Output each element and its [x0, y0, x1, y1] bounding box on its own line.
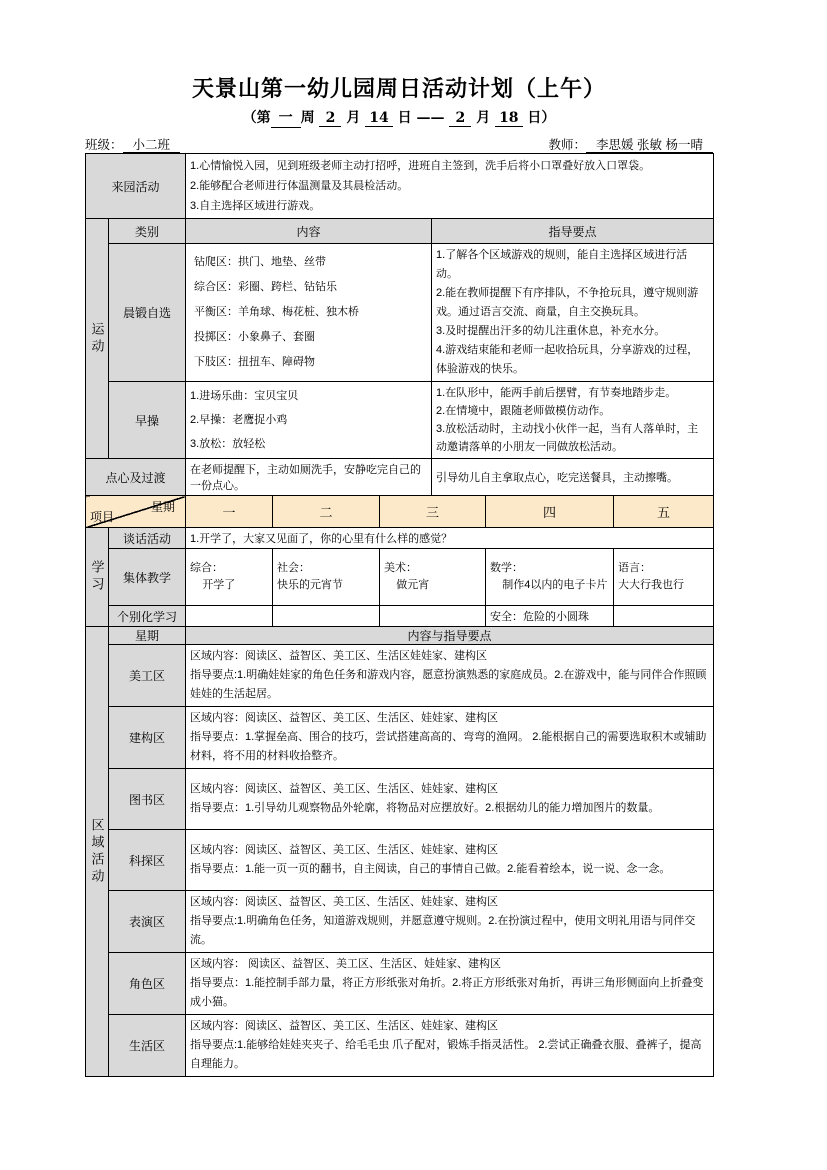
regional-section-label: 区域活动 — [86, 627, 109, 1077]
group-teaching-thu — [486, 549, 614, 606]
subtitle-part: （第 — [242, 110, 271, 126]
region-name-performance: 表演区 — [109, 891, 186, 953]
morning-exercise-free-label: 晨锻自选 — [109, 244, 186, 382]
zone-line: 下肢区：扭扭车、障碍物 — [194, 356, 316, 368]
region-name-construction: 建构区 — [109, 707, 186, 769]
class-value: 小二班 — [123, 138, 181, 153]
day-header-mon: 一 — [186, 496, 273, 528]
gym-line: 3.放松：放轻松 — [190, 438, 266, 450]
end-day-blank: 18 — [495, 110, 522, 127]
group-teaching-label: 集体教学 — [109, 549, 186, 606]
region-content-line: 区域内容：阅读区、益智区、美工区、生活区、娃娃家、建构区 — [190, 712, 498, 724]
region-guide-line: 指导要点:1.明确娃娃家的角色任务和游戏内容，愿意扮演熟悉的家庭成员。2.在游戏中，能与同伴合作照顾娃娃的生活起居。 — [190, 669, 707, 700]
guide-line: 4.游戏结束能和老师一起收拾玩具，分享游戏的过程，体验游戏的快乐。 — [436, 344, 699, 375]
regional-head-week: 星期 — [109, 627, 186, 645]
morning-activities-table — [85, 153, 714, 496]
zone-line: 综合区：彩圈、跨栏、钻钻乐 — [194, 281, 338, 293]
guide-line: 2.在情境中，跟随老师做模仿动作。 — [436, 405, 611, 417]
group-teaching-mon — [186, 549, 273, 606]
regional-head-content: 内容与指导要点 — [186, 627, 714, 645]
sport-section-label: 运动 — [86, 219, 109, 459]
sport-head-category: 类别 — [109, 219, 186, 244]
teacher-label: 教师： — [548, 138, 587, 152]
individual-wed — [380, 606, 486, 627]
talk-activity-content: 1.开学了，大家又见面了，你的心里有什么样的感觉？ — [186, 528, 714, 549]
guide-line: 3.及时提醒出汗多的幼儿注重休息，补充水分。 — [436, 325, 666, 337]
region-guide-line: 指导要点：1.能控制手部力量，将正方形纸张对角折。2.将正方形纸张对角折，再讲三角形侧面向上折叠变成小猫。 — [190, 977, 704, 1008]
subject-label: 美术： — [384, 562, 417, 574]
region-content-line: 区域内容：阅读区、益智区、美工区、生活区娃娃家、建构区 — [190, 650, 487, 662]
region-guide-line: 指导要点:1.明确角色任务，知道游戏规则，并愿意遵守规则。2.在扮演过程中，使用文明礼用语与同伴交流。 — [190, 915, 696, 946]
sport-head-content: 内容 — [186, 219, 432, 244]
date-dash: —— — [416, 110, 445, 126]
document-page — [85, 0, 713, 1077]
subject-topic: 开学了 — [190, 579, 236, 591]
subtitle-part: 日 — [397, 110, 412, 126]
region-name-life: 生活区 — [109, 1015, 186, 1077]
region-guide-line: 指导要点:1.能够给娃娃夹夹子、给毛毛虫 爪子配对，锻炼手指灵活性。 2.尝试正确叠衣服、叠裤子，提高自理能力。 — [190, 1039, 702, 1070]
zone-line: 投掷区：小象鼻子、套圈 — [194, 331, 316, 343]
group-teaching-fri — [614, 549, 714, 606]
snack-guide-cell: 引导幼儿自主拿取点心，吃完送餐具，主动擦嘴。 — [432, 459, 714, 496]
region-name-role: 角色区 — [109, 953, 186, 1015]
gym-line: 1.进场乐曲：宝贝宝贝 — [190, 390, 299, 402]
regional-activities-table — [85, 626, 714, 1077]
region-content-line: 区域内容：阅读区、益智区、美工区、生活区、娃娃家、建构区 — [190, 896, 498, 908]
region-name-science: 科探区 — [109, 830, 186, 891]
day-header-fri: 五 — [614, 496, 714, 528]
region-name-book: 图书区 — [109, 769, 186, 830]
individual-mon — [186, 606, 273, 627]
class-field — [85, 135, 180, 153]
day-header-thu: 四 — [486, 496, 614, 528]
region-detail-life — [186, 1015, 714, 1077]
region-content-line: 区域内容：阅读区、益智区、美工区、生活区、娃娃家、建构区 — [190, 1020, 498, 1032]
individual-learning-label: 个别化学习 — [109, 606, 186, 627]
learning-section-label: 学习 — [86, 528, 109, 627]
group-teaching-tue — [273, 549, 380, 606]
subtitle-part: 日） — [527, 110, 556, 126]
subject-topic: 快乐的元宵节 — [277, 579, 343, 591]
region-detail-construction — [186, 707, 714, 769]
class-teacher-line — [85, 135, 713, 153]
subtitle-week-range — [85, 107, 713, 128]
guide-line: 3.放松活动时，主动找小伙伴一起，当有人落单时，主动邀请落单的小朋友一同做放松活动。 — [436, 423, 699, 453]
subject-label: 社会： — [277, 562, 310, 574]
subject-label: 语言： — [618, 562, 651, 574]
region-guide-line: 指导要点：1.引导幼儿观察物品外轮廓，将物品对应摆放好。2.根据幼儿的能力增加图片的数量。 — [190, 802, 660, 814]
week-project-corner-cell — [86, 496, 186, 528]
region-content-line: 区域内容：阅读区、益智区、美工区、生活区、娃娃家、建构区 — [190, 783, 498, 795]
gym-line: 2.早操：老鹰捉小鸡 — [190, 414, 288, 426]
start-day-blank: 14 — [365, 110, 392, 127]
teacher-field — [549, 135, 713, 153]
corner-project-label: 项目 — [90, 510, 115, 524]
region-detail-performance — [186, 891, 714, 953]
individual-tue — [273, 606, 380, 627]
region-detail-book — [186, 769, 714, 830]
arrival-line: 3.自主选择区域进行游戏。 — [190, 200, 321, 212]
subject-label: 数学： — [490, 562, 523, 574]
morning-gym-content — [186, 382, 432, 459]
subtitle-part: 周 — [300, 110, 315, 126]
subject-topic: 大大行我也行 — [618, 579, 684, 591]
zone-line: 钻爬区：拱门、地垫、丝带 — [194, 256, 327, 268]
group-teaching-wed — [380, 549, 486, 606]
start-month-blank: 2 — [319, 110, 341, 127]
guide-line: 1.了解各个区域游戏的规则，能自主选择区域进行活动。 — [436, 249, 688, 280]
arrival-label-cell: 来园活动 — [86, 154, 186, 219]
talk-activity-label: 谈话活动 — [109, 528, 186, 549]
arrival-content-cell — [186, 154, 714, 219]
end-month-blank: 2 — [449, 110, 471, 127]
snack-label-cell: 点心及过渡 — [86, 459, 186, 496]
class-label: 班级： — [85, 138, 123, 152]
guide-line: 1.在队形中，能两手前后摆臂，有节奏地踏步走。 — [436, 387, 677, 399]
region-content-line: 区域内容： 阅读区、益智区、美工区、生活区、娃娃家、建构区 — [190, 958, 502, 970]
region-detail-art — [186, 645, 714, 707]
week-number-blank: 一 — [271, 107, 301, 128]
page-title: 天景山第一幼儿园周日活动计划（上午） — [191, 76, 606, 102]
arrival-line: 1.心情愉悦入园，见到班级老师主动打招呼，进班自主签到，洗手后将小口罩叠好放入口罩袋。 — [190, 160, 651, 172]
subject-topic: 做元宵 — [384, 579, 430, 591]
morning-gym-label: 早操 — [109, 382, 186, 459]
region-detail-role — [186, 953, 714, 1015]
day-header-tue: 二 — [273, 496, 380, 528]
zone-line: 平衡区：羊角球、梅花桩、独木桥 — [194, 306, 360, 318]
morning-exercise-free-content — [186, 244, 432, 382]
day-header-wed: 三 — [380, 496, 486, 528]
individual-thu: 安全：危险的小圆珠 — [486, 606, 614, 627]
subtitle-part: 月 — [476, 110, 491, 126]
region-detail-science — [186, 830, 714, 891]
subject-label: 综合： — [190, 562, 223, 574]
morning-gym-guide — [432, 382, 714, 459]
region-name-art: 美工区 — [109, 645, 186, 707]
learning-table — [85, 495, 714, 627]
snack-content-cell: 在老师提醒下，主动如厕洗手，安静吃完自己的一份点心。 — [186, 459, 432, 496]
arrival-line: 2.能够配合老师进行体温测量及其晨检活动。 — [190, 180, 409, 192]
sport-head-guide: 指导要点 — [432, 219, 714, 244]
subject-topic: 制作4以内的电子卡片 — [490, 579, 608, 591]
teacher-value: 李思媛 张敏 杨一晴 — [586, 138, 713, 153]
region-guide-line: 指导要点：1.能一页一页的翻书，自主阅读，自己的事情自己做。2.能看着绘本，说一说、念一念。 — [190, 863, 671, 875]
corner-week-label: 星期 — [150, 500, 175, 514]
guide-line: 2.能在教师提醒下有序排队，不争抢玩具，遵守规则游戏。通过语言交流、商量，自主交换玩具。 — [436, 287, 699, 318]
region-content-line: 区域内容：阅读区、益智区、美工区、生活区、娃娃家、建构区 — [190, 844, 498, 856]
individual-fri — [614, 606, 714, 627]
region-guide-line: 指导要点：1.掌握垒高、围合的技巧，尝试搭建高高的、弯弯的渔网。 2.能根据自己的需要选取积木或辅助材料，将不用的材料收拾整齐。 — [190, 731, 707, 762]
morning-exercise-free-guide — [432, 244, 714, 382]
subtitle-part: 月 — [346, 110, 361, 126]
